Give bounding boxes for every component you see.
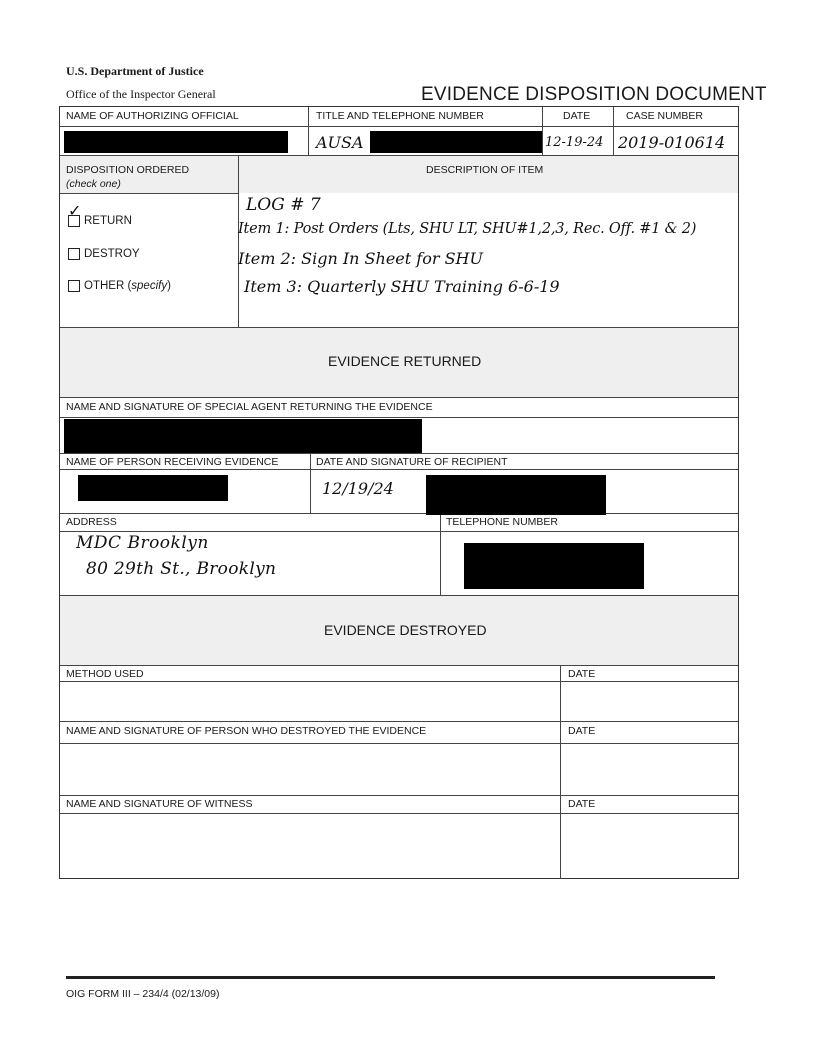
- destroy-option-label: DESTROY: [84, 248, 140, 260]
- recipient-date-signature-label: DATE AND SIGNATURE OF RECIPIENT: [316, 456, 508, 468]
- office-name: Office of the Inspector General: [66, 87, 216, 101]
- witness-date-label: DATE: [568, 798, 596, 810]
- document-title: EVIDENCE DISPOSITION DOCUMENT: [421, 84, 767, 105]
- telephone-label: TELEPHONE NUMBER: [446, 516, 559, 528]
- check-one-note: (check one): [66, 178, 121, 190]
- other-checkbox[interactable]: [68, 280, 80, 292]
- check-mark-icon: ✓: [68, 203, 82, 220]
- address-label: ADDRESS: [66, 516, 117, 528]
- other-option-label: OTHER (specify): [84, 280, 171, 292]
- evidence-destroyed-title: EVIDENCE DESTROYED: [324, 622, 487, 638]
- title-phone-label: TITLE AND TELEPHONE NUMBER: [316, 110, 484, 122]
- item-3: Item 3: Quarterly SHU Training 6-6-19: [244, 277, 560, 296]
- telephone-redaction: [464, 543, 644, 589]
- footer-rule: [66, 976, 715, 979]
- method-date-label: DATE: [568, 668, 596, 680]
- item-2: Item 2: Sign In Sheet for SHU: [238, 249, 483, 268]
- receiving-person-label: NAME OF PERSON RECEIVING EVIDENCE: [66, 456, 279, 468]
- method-used-label: METHOD USED: [66, 668, 144, 680]
- recipient-date: 12/19/24: [322, 479, 394, 498]
- item-1: Item 1: Post Orders (Lts, SHU LT, SHU#1,2,3, Rec. Off. #1 & 2): [238, 221, 697, 237]
- authorizing-official-redaction: [64, 131, 288, 153]
- witness-label: NAME AND SIGNATURE OF WITNESS: [66, 798, 253, 810]
- date-label: DATE: [563, 110, 591, 122]
- description-label: DESCRIPTION OF ITEM: [426, 164, 544, 176]
- address-line-1: MDC Brooklyn: [76, 533, 209, 553]
- destroy-checkbox[interactable]: [68, 248, 80, 260]
- date-value: 12-19-24: [545, 135, 604, 150]
- form-identifier: OIG FORM III – 234/4 (02/13/09): [66, 988, 220, 1000]
- log-number: LOG # 7: [246, 195, 321, 215]
- evidence-returned-title: EVIDENCE RETURNED: [328, 353, 482, 369]
- returning-agent-redaction: [64, 419, 422, 453]
- receiving-person-redaction: [78, 475, 228, 501]
- authorizing-official-label: NAME OF AUTHORIZING OFFICIAL: [66, 110, 239, 122]
- phone-redaction: [370, 131, 542, 153]
- recipient-signature-redaction: [426, 475, 606, 515]
- agency-name: U.S. Department of Justice: [66, 64, 204, 78]
- destroyer-label: NAME AND SIGNATURE OF PERSON WHO DESTROYED THE EVIDENCE: [66, 725, 427, 737]
- evidence-form: [59, 106, 739, 879]
- address-line-2: 80 29th St., Brooklyn: [86, 559, 277, 579]
- case-number-label: CASE NUMBER: [626, 110, 704, 122]
- returning-agent-label: NAME AND SIGNATURE OF SPECIAL AGENT RETURNING THE EVIDENCE: [66, 401, 433, 413]
- return-option-label: RETURN: [84, 215, 132, 227]
- destroyer-date-label: DATE: [568, 725, 596, 737]
- case-number-value: 2019-010614: [618, 133, 726, 152]
- title-value: AUSA: [316, 133, 364, 152]
- disposition-label: DISPOSITION ORDERED: [66, 164, 190, 176]
